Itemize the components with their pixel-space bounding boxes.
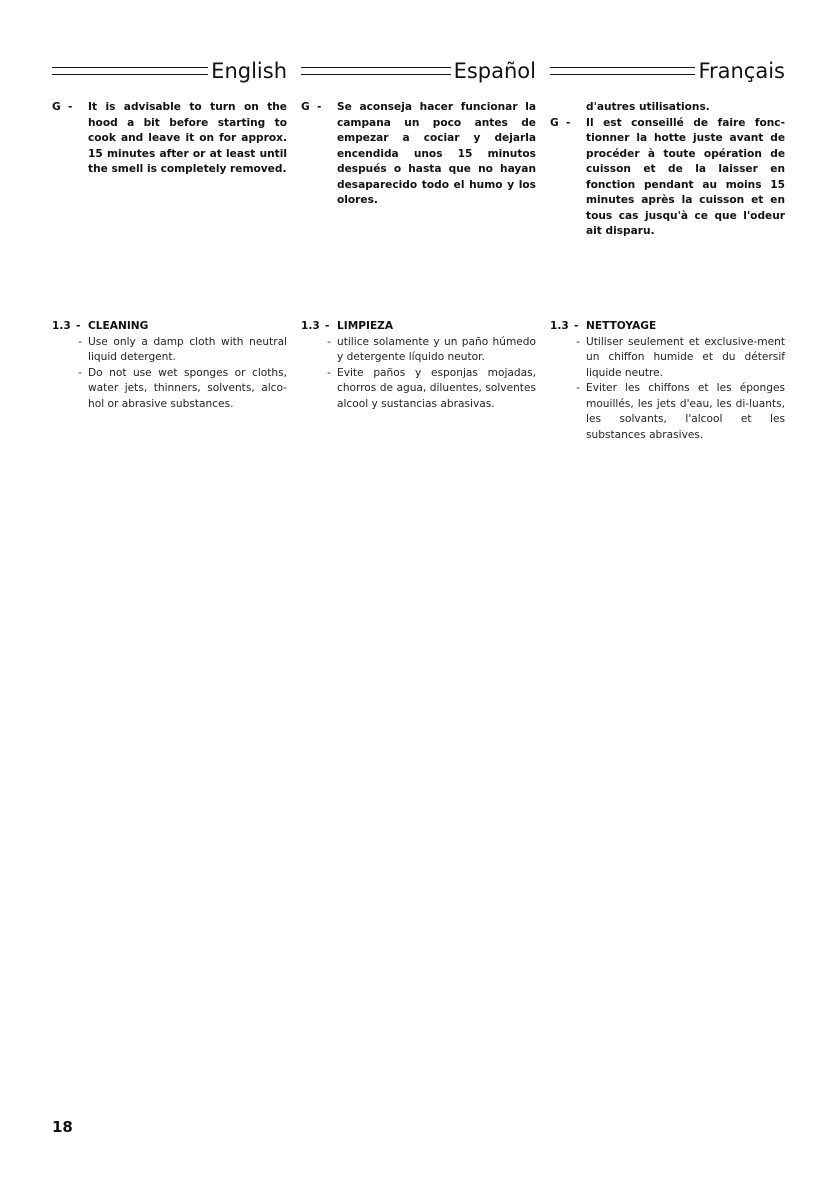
note-text: It is advisable to turn on the hood a bit before starting to cook and leave it on for approx. 15 minutes after or at least until the smell is completely removed. bbox=[88, 101, 287, 175]
item-text: Evite paños y esponjas mojadas, chorros de agua, diluentes, solventes alcool y sustancias abrasivas. bbox=[337, 366, 536, 410]
section-dash: - bbox=[574, 320, 579, 332]
language-header-spanish bbox=[301, 54, 536, 84]
item-text: Utiliser seulement et exclusive-ment un chiffon humide et du détersif liquide neutre. bbox=[586, 335, 785, 379]
section-number: 1.3 bbox=[301, 320, 320, 332]
note-dash: - bbox=[317, 101, 322, 113]
item-dash: - bbox=[327, 366, 331, 379]
item-dash: - bbox=[576, 335, 580, 348]
note-text: Se aconseja hacer funcionar la campana un poco antes de empezar a cociar y dejarla encendida unos 15 minutos después o hasta que no hayan desaparecido todo el humo y los olores. bbox=[337, 101, 536, 206]
language-header-french bbox=[550, 54, 785, 84]
header-double-rule bbox=[301, 67, 451, 75]
note-dash: - bbox=[68, 101, 73, 113]
note-g-english bbox=[52, 100, 287, 178]
note-text: Il est conseillé de faire fonc-tionner la hotte juste avant de procéder à toute opération de cuisson et de la laisser en fonction pendant au moins 15 minutes après la cuisson et en tous cas jusqu'à ce que l'odeur ait disparu. bbox=[586, 116, 785, 237]
section-number: 1.3 bbox=[52, 320, 71, 332]
section-title: LIMPIEZA bbox=[337, 320, 394, 332]
header-double-rule bbox=[550, 67, 695, 75]
section-cleaning-english bbox=[52, 319, 287, 412]
section-heading bbox=[550, 319, 785, 335]
header-double-rule bbox=[52, 67, 208, 75]
item-dash: - bbox=[78, 366, 82, 379]
item-dash: - bbox=[327, 335, 331, 348]
section-dash: - bbox=[76, 320, 81, 332]
note-dash: - bbox=[566, 116, 571, 129]
continuation-text: d'autres utilisations. bbox=[586, 101, 710, 113]
language-header-english bbox=[52, 54, 287, 84]
page-number: 18 bbox=[52, 1118, 73, 1136]
section-heading bbox=[52, 319, 287, 335]
language-title: Español bbox=[453, 59, 536, 83]
list-item bbox=[301, 366, 536, 413]
section-heading bbox=[301, 319, 536, 335]
section-title: CLEANING bbox=[88, 320, 149, 332]
note-key: G bbox=[52, 101, 61, 113]
list-item bbox=[52, 335, 287, 366]
item-text: Use only a damp cloth with neutral liquid detergent. bbox=[88, 335, 287, 363]
list-item bbox=[52, 366, 287, 413]
note-g-french bbox=[550, 100, 785, 240]
note-key: G bbox=[550, 116, 559, 129]
item-text: Eviter les chiffons et les éponges mouillés, les jets d'eau, les di-luants, les solvants, l'alcool et les substances abrasives. bbox=[586, 382, 785, 441]
note-key: G bbox=[301, 101, 310, 113]
note-g-spanish bbox=[301, 100, 536, 209]
language-title: Français bbox=[698, 59, 785, 83]
section-number: 1.3 bbox=[550, 320, 569, 332]
item-dash: - bbox=[78, 335, 82, 348]
section-cleaning-spanish bbox=[301, 319, 536, 412]
item-dash: - bbox=[576, 382, 580, 394]
item-text: utilice solamente y un paño húmedo y detergente líquido neutor. bbox=[337, 335, 536, 363]
list-item bbox=[550, 381, 785, 443]
section-cleaning-french bbox=[550, 319, 785, 443]
item-text: Do not use wet sponges or cloths, water jets, thinners, solvents, alco-hol or abrasive substances. bbox=[88, 366, 287, 410]
language-title: English bbox=[211, 59, 287, 83]
section-title: NETTOYAGE bbox=[586, 320, 657, 332]
section-dash: - bbox=[325, 320, 330, 332]
list-item bbox=[301, 335, 536, 366]
list-item bbox=[550, 335, 785, 382]
